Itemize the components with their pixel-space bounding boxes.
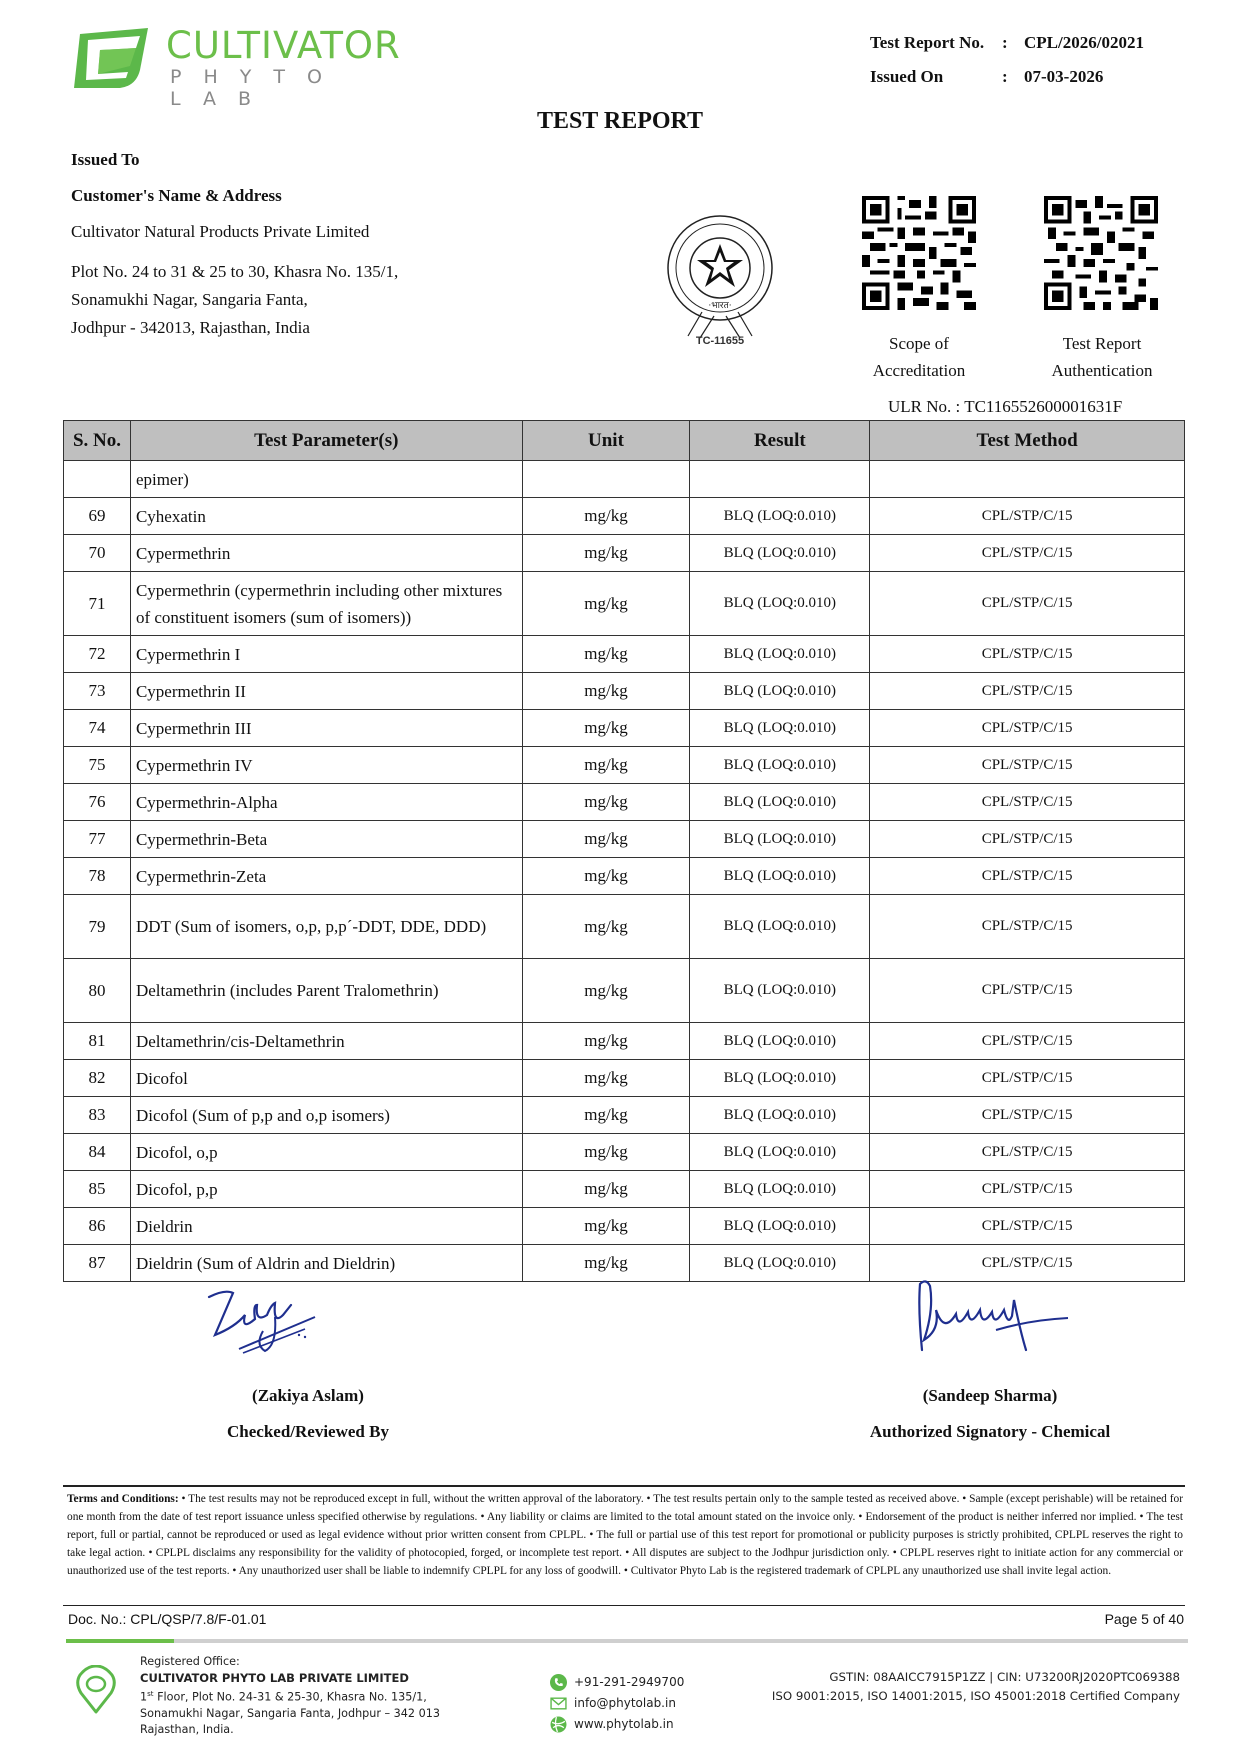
cell-method: CPL/STP/C/15	[870, 1023, 1185, 1060]
table-row	[64, 673, 1185, 710]
cell-parameter: Cypermethrin II	[130, 673, 522, 710]
phone-icon	[550, 1674, 567, 1691]
signatory-left-role: Checked/Reviewed By	[227, 1422, 389, 1441]
signatory-right-name: (Sandeep Sharma)	[922, 1386, 1058, 1405]
nabl-seal-icon	[660, 212, 780, 352]
table-row	[64, 1134, 1185, 1171]
cell-sno: 74	[64, 710, 131, 747]
cell-unit: mg/kg	[522, 572, 690, 636]
cell-unit: mg/kg	[522, 1134, 690, 1171]
cell-sno: 83	[64, 1097, 131, 1134]
cell-sno: 80	[64, 959, 131, 1023]
cell-unit: mg/kg	[522, 535, 690, 572]
cell-method: CPL/STP/C/15	[870, 959, 1185, 1023]
location-pin-icon	[75, 1665, 117, 1715]
cell-parameter: epimer)	[130, 461, 522, 498]
cell-method: CPL/STP/C/15	[870, 821, 1185, 858]
cell-sno: 71	[64, 572, 131, 636]
document-number: Doc. No.: CPL/QSP/7.8/F-01.01	[68, 1611, 267, 1627]
cell-result: BLQ (LOQ:0.010)	[690, 1171, 870, 1208]
table-row	[64, 710, 1185, 747]
qr-authentication-caption: Test Report Authentication	[1051, 334, 1153, 380]
issued-on-row	[870, 60, 1144, 94]
cell-parameter: Cypermethrin III	[130, 710, 522, 747]
cell-sno: 77	[64, 821, 131, 858]
cell-method: CPL/STP/C/15	[870, 535, 1185, 572]
table-row	[64, 1208, 1185, 1245]
cell-method: CPL/STP/C/15	[870, 1245, 1185, 1282]
footer-bar	[66, 1639, 1188, 1643]
cell-method: CPL/STP/C/15	[870, 1097, 1185, 1134]
cell-unit: mg/kg	[522, 858, 690, 895]
divider	[63, 1605, 1185, 1606]
table-row	[64, 895, 1185, 959]
page-number: Page 5 of 40	[1104, 1611, 1184, 1627]
cell-parameter: Deltamethrin (includes Parent Tralomethrin)	[130, 959, 522, 1023]
table-row	[64, 498, 1185, 535]
footer-bar-accent	[66, 1639, 174, 1643]
cell-parameter: Cypermethrin IV	[130, 747, 522, 784]
report-meta	[870, 26, 1144, 94]
cell-unit: mg/kg	[522, 1171, 690, 1208]
signatory-left-name: (Zakiya Aslam)	[252, 1386, 364, 1405]
cell-method: CPL/STP/C/15	[870, 784, 1185, 821]
brand-subtitle: PHYTO LAB	[170, 66, 344, 110]
iso-certifications: ISO 9001:2015, ISO 14001:2015, ISO 45001:2018 Certified Company	[771, 1689, 1180, 1703]
cell-sno: 81	[64, 1023, 131, 1060]
cell-method: CPL/STP/C/15	[870, 1060, 1185, 1097]
cell-unit: mg/kg	[522, 1208, 690, 1245]
address-line: Jodhpur - 342013, Rajasthan, India	[71, 318, 310, 337]
cell-result: BLQ (LOQ:0.010)	[690, 821, 870, 858]
terms-text: • The test results may not be reproduced except in full, without the written approval of the laboratory. • The test results pertain only to the sample tested as received above. • Sample (except perishable) will be retained for one month from the date of test report issuance unless specified otherwise by regulations. • Any liability or claims are limited to the total amount stated on the invoice only. • Endorsement of the product is neither inferred nor implied. • The test report, full or partial, cannot be reproduced or used as legal evidence without prior written consent from CPLPL. • The full or partial use of this test report for promotional or publicity purposes is strictly prohibited, CPLPL reserves the right to take legal action. • CPLPL disclaims any responsibility for the validity of photocopied, forged, or incomplete test report. • All disputes are subject to the Jodhpur jurisdiction only. • CPLPL reserves right to initiate action for any commercial or unauthorized use of the test reports. • Any unauthorized user shall be liable to indemnify CPLPL for any loss of goodwill. • Cultivator Phyto Lab is the registered trademark of CPLPL any unauthorized use shall invite legal action.	[67, 1493, 1183, 1577]
cell-unit: mg/kg	[522, 710, 690, 747]
cell-parameter: Cypermethrin-Beta	[130, 821, 522, 858]
cell-method: CPL/STP/C/15	[870, 572, 1185, 636]
qr-scope-caption: Scope of Accreditation	[872, 334, 966, 380]
ulr-label: ULR No.	[888, 397, 952, 416]
cell-sno: 72	[64, 636, 131, 673]
cell-result: BLQ (LOQ:0.010)	[690, 895, 870, 959]
cell-result: BLQ (LOQ:0.010)	[690, 959, 870, 1023]
cell-method	[870, 461, 1185, 498]
header-parameter: Test Parameter(s)	[130, 421, 522, 461]
cell-result: BLQ (LOQ:0.010)	[690, 673, 870, 710]
brand-name: CULTIVATOR	[166, 24, 401, 67]
header-method: Test Method	[870, 421, 1185, 461]
cell-parameter: Cypermethrin-Zeta	[130, 858, 522, 895]
table-row	[64, 959, 1185, 1023]
cell-method: CPL/STP/C/15	[870, 673, 1185, 710]
cell-unit: mg/kg	[522, 636, 690, 673]
address-line: Sonamukhi Nagar, Sangaria Fanta,	[71, 290, 308, 309]
office-line-3: Rajasthan, India.	[140, 1722, 234, 1736]
page-title: TEST REPORT	[536, 108, 704, 134]
cell-unit: mg/kg	[522, 1097, 690, 1134]
cell-sno: 86	[64, 1208, 131, 1245]
divider	[63, 1485, 1185, 1487]
cell-sno: 87	[64, 1245, 131, 1282]
address-line: Plot No. 24 to 31 & 25 to 30, Khasra No. 135/1,	[71, 262, 399, 281]
issued-to-heading: Issued To	[71, 150, 140, 169]
company-logo	[70, 24, 430, 110]
cell-parameter: DDT (Sum of isomers, o,p, p,p´-DDT, DDE, DDD)	[130, 895, 522, 959]
header-unit: Unit	[522, 421, 690, 461]
cell-result: BLQ (LOQ:0.010)	[690, 710, 870, 747]
contact-phone[interactable]: +91-291-2949700	[550, 1672, 684, 1693]
terms-and-conditions	[67, 1490, 1183, 1580]
cell-parameter: Dicofol (Sum of p,p and o,p isomers)	[130, 1097, 522, 1134]
office-label: Registered Office:	[140, 1655, 240, 1668]
cell-unit: mg/kg	[522, 821, 690, 858]
office-company: CULTIVATOR PHYTO LAB PRIVATE LIMITED	[140, 1671, 409, 1685]
cell-sno: 73	[64, 673, 131, 710]
cell-result: BLQ (LOQ:0.010)	[690, 1134, 870, 1171]
contact-website[interactable]: www.phytolab.in	[550, 1714, 684, 1735]
signature-sandeep-icon	[900, 1270, 1080, 1360]
cell-parameter: Dicofol	[130, 1060, 522, 1097]
issued-on-label: Issued On	[870, 67, 944, 86]
legal-info	[772, 1668, 1180, 1706]
cell-result: BLQ (LOQ:0.010)	[690, 1208, 870, 1245]
table-row	[64, 461, 1185, 498]
cell-sno: 78	[64, 858, 131, 895]
cell-result: BLQ (LOQ:0.010)	[690, 1060, 870, 1097]
cell-unit	[522, 461, 690, 498]
cell-sno: 69	[64, 498, 131, 535]
svg-text:·भारत·: ·भारत·	[708, 301, 732, 311]
issued-on-value: 07-03-2026	[1024, 67, 1104, 86]
report-number-label: Test Report No.	[870, 33, 985, 52]
table-row	[64, 572, 1185, 636]
customer-name: Cultivator Natural Products Private Limited	[71, 222, 370, 241]
table-row	[64, 1060, 1185, 1097]
cell-method: CPL/STP/C/15	[870, 1171, 1185, 1208]
seal-code: TC-11655	[695, 335, 745, 347]
globe-icon	[550, 1716, 567, 1733]
cell-parameter: Dieldrin (Sum of Aldrin and Dieldrin)	[130, 1245, 522, 1282]
registered-office	[140, 1654, 440, 1738]
cell-result: BLQ (LOQ:0.010)	[690, 1023, 870, 1060]
cell-result: BLQ (LOQ:0.010)	[690, 858, 870, 895]
report-number-value: CPL/2026/02021	[1024, 33, 1144, 52]
cell-method: CPL/STP/C/15	[870, 710, 1185, 747]
cell-unit: mg/kg	[522, 673, 690, 710]
gstin-cin: GSTIN: 08AAICC7915P1ZZ | CIN: U73200RJ2020PTC069388	[829, 1670, 1180, 1684]
cell-result: BLQ (LOQ:0.010)	[690, 747, 870, 784]
cell-result: BLQ (LOQ:0.010)	[690, 636, 870, 673]
cell-parameter: Dieldrin	[130, 1208, 522, 1245]
table-header-row	[64, 421, 1185, 461]
colon: :	[1002, 33, 1008, 52]
table-row	[64, 535, 1185, 572]
cell-result: BLQ (LOQ:0.010)	[690, 535, 870, 572]
cell-parameter: Cypermethrin	[130, 535, 522, 572]
cell-sno: 75	[64, 747, 131, 784]
cell-parameter: Cyhexatin	[130, 498, 522, 535]
qr-code-authentication-icon[interactable]	[1044, 196, 1158, 310]
table-row	[64, 784, 1185, 821]
cell-unit: mg/kg	[522, 498, 690, 535]
table-row	[64, 747, 1185, 784]
cell-result: BLQ (LOQ:0.010)	[690, 498, 870, 535]
contact-block	[550, 1672, 684, 1735]
cell-result	[690, 461, 870, 498]
cell-sno: 70	[64, 535, 131, 572]
cell-unit: mg/kg	[522, 1060, 690, 1097]
terms-label: Terms and Conditions:	[67, 1493, 179, 1505]
cell-parameter: Dicofol, p,p	[130, 1171, 522, 1208]
table-row	[64, 1171, 1185, 1208]
cell-sno	[64, 461, 131, 498]
signature-zakiya-icon	[195, 1275, 335, 1365]
table-row	[64, 858, 1185, 895]
leaf-logo-icon	[70, 26, 152, 90]
cell-result: BLQ (LOQ:0.010)	[690, 572, 870, 636]
email-icon	[550, 1695, 567, 1712]
office-line-2: Sonamukhi Nagar, Sangaria Fanta, Jodhpur – 342 013	[140, 1706, 440, 1720]
table-row	[64, 821, 1185, 858]
cell-parameter: Cypermethrin (cypermethrin including other mixtures of constituent isomers (sum of isomers))	[130, 572, 522, 636]
cell-unit: mg/kg	[522, 1245, 690, 1282]
ulr-number	[888, 397, 1122, 417]
cell-sno: 76	[64, 784, 131, 821]
colon: :	[1002, 67, 1008, 86]
cell-parameter: Cypermethrin I	[130, 636, 522, 673]
cell-method: CPL/STP/C/15	[870, 747, 1185, 784]
cell-sno: 84	[64, 1134, 131, 1171]
cell-unit: mg/kg	[522, 747, 690, 784]
office-line-1: 1st Floor, Plot No. 24-31 & 25-30, Khasra No. 135/1,	[140, 1690, 427, 1704]
cell-result: BLQ (LOQ:0.010)	[690, 1245, 870, 1282]
cell-sno: 82	[64, 1060, 131, 1097]
cell-unit: mg/kg	[522, 895, 690, 959]
cell-unit: mg/kg	[522, 1023, 690, 1060]
cell-method: CPL/STP/C/15	[870, 895, 1185, 959]
cell-parameter: Deltamethrin/cis-Deltamethrin	[130, 1023, 522, 1060]
contact-email[interactable]: info@phytolab.in	[550, 1693, 684, 1714]
cell-method: CPL/STP/C/15	[870, 1208, 1185, 1245]
cell-parameter: Cypermethrin-Alpha	[130, 784, 522, 821]
results-table	[63, 420, 1185, 1282]
cell-method: CPL/STP/C/15	[870, 1134, 1185, 1171]
report-number-row	[870, 26, 1144, 60]
customer-address	[71, 258, 398, 342]
table-row	[64, 1097, 1185, 1134]
qr-code-scope-icon[interactable]	[862, 196, 976, 310]
customer-heading: Customer's Name & Address	[71, 186, 282, 205]
table-row	[64, 636, 1185, 673]
cell-unit: mg/kg	[522, 959, 690, 1023]
cell-method: CPL/STP/C/15	[870, 636, 1185, 673]
header-sno: S. No.	[64, 421, 131, 461]
ulr-value: : TC116552600001631F	[955, 397, 1123, 416]
cell-sno: 85	[64, 1171, 131, 1208]
cell-parameter: Dicofol, o,p	[130, 1134, 522, 1171]
header-result: Result	[690, 421, 870, 461]
cell-sno: 79	[64, 895, 131, 959]
cell-method: CPL/STP/C/15	[870, 858, 1185, 895]
cell-method: CPL/STP/C/15	[870, 498, 1185, 535]
cell-unit: mg/kg	[522, 784, 690, 821]
cell-result: BLQ (LOQ:0.010)	[690, 784, 870, 821]
signatory-right-role: Authorized Signatory - Chemical	[869, 1422, 1111, 1441]
cell-result: BLQ (LOQ:0.010)	[690, 1097, 870, 1134]
table-row	[64, 1023, 1185, 1060]
